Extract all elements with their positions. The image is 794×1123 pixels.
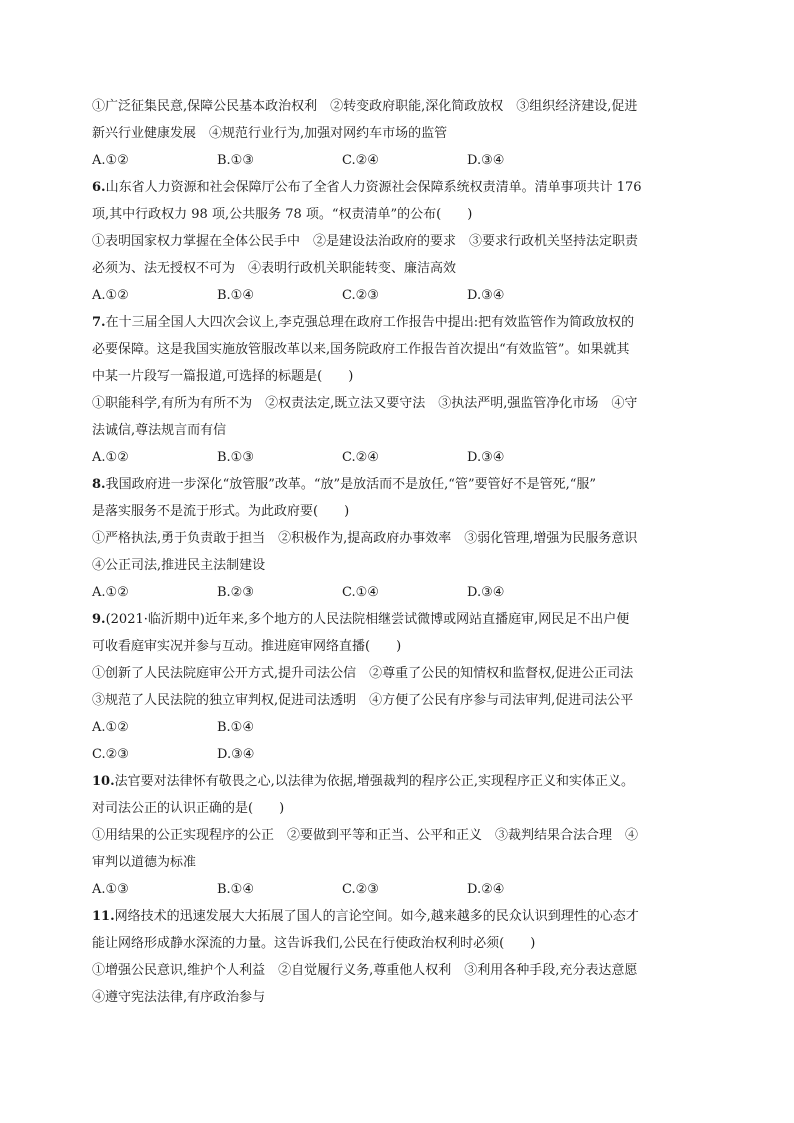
option-c: C.①④ — [342, 585, 379, 600]
question-stem-line: 对司法公正的认识正确的是( ) — [92, 801, 285, 816]
question-stem-line: 可收看庭审实况并参与互动。推进庭审网络直播( ) — [92, 639, 402, 654]
option-d: D.③④ — [467, 288, 505, 303]
statement-line: 必须为、法无授权不可为 ④表明行政机关职能转变、廉洁高效 — [92, 261, 457, 276]
statement-line: 法诚信,尊法规言而有信 — [92, 423, 227, 438]
question-9 — [92, 606, 702, 768]
statement-line: ③规范了人民法院的独立审判权,促进司法透明 ④方便了公民有序参与司法审判,促进司法公平 — [92, 693, 634, 708]
question-stem-line — [92, 606, 702, 633]
option-d: D.②④ — [467, 882, 505, 897]
stem-text: 在十三届全国人大四次会议上,李克强总理在政府工作报告中提出:把有效监管作为简政放权的 — [105, 315, 635, 330]
question-stem-line — [92, 309, 702, 336]
question-6 — [92, 174, 702, 309]
statement-line: ①表明国家权力掌握在全体公民手中 ②是建设法治政府的要求 ③要求行政机关坚持法定职责 — [92, 234, 639, 249]
question-stem-line — [92, 471, 702, 498]
question-stem-line: 必要保障。这是我国实施放管服改革以来,国务院政府工作报告首次提出“有效监管”。如果就其 — [92, 342, 630, 357]
statement-line: ①严格执法,勇于负责敢于担当 ②积极作为,提高政府办事效率 ③弱化管理,增强为民服务意识 — [92, 531, 638, 546]
option-d: D.③④ — [467, 585, 505, 600]
option-d: D.③④ — [467, 153, 505, 168]
option-c: C.②③ — [342, 882, 379, 897]
option-c: C.②④ — [342, 153, 379, 168]
option-a: A.①② — [92, 288, 129, 303]
answer-options — [92, 444, 702, 471]
statement-line: ①创新了人民法院庭审公开方式,提升司法公信 ②尊重了公民的知情权和监督权,促进公正司法 — [92, 666, 634, 681]
answer-options — [92, 876, 702, 903]
statement-line: ④公正司法,推进民主法制建设 — [92, 558, 266, 573]
question-10 — [92, 768, 702, 903]
answer-options — [92, 282, 702, 309]
statement-line: 新兴行业健康发展 ④规范行业行为,加强对网约车市场的监管 — [92, 126, 448, 141]
option-a: A.①② — [92, 153, 129, 168]
statement-line: ①广泛征集民意,保障公民基本政治权利 ②转变政府职能,深化简政放权 ③组织经济建设,促进 — [92, 99, 638, 114]
statement-line: 审判以道德为标准 — [92, 855, 197, 870]
option-a: A.①② — [92, 720, 129, 735]
question-11 — [92, 903, 702, 1011]
stem-text: 法官要对法律怀有敬畏之心,以法律为依据,增强裁判的程序公正,实现程序正义和实体正义。 — [114, 774, 635, 789]
question-stem-line: 中某一片段写一篇报道,可选择的标题是( ) — [92, 369, 354, 384]
question-stem-line — [92, 903, 702, 930]
statement-line: ④遵守宪法法律,有序政治参与 — [92, 990, 266, 1005]
question-number: 7. — [92, 315, 106, 330]
stem-text: 网络技术的迅速发展大大拓展了国人的言论空间。如今,越来越多的民众认识到理性的心态才 — [114, 909, 639, 924]
question-number: 8. — [92, 477, 106, 492]
option-d: D.③④ — [217, 747, 255, 762]
option-b: B.②③ — [217, 585, 254, 600]
statement-line: ①增强公民意识,维护个人利益 ②自觉履行义务,尊重他人权利 ③利用各种手段,充分表达意愿 — [92, 963, 638, 978]
answer-options — [92, 147, 702, 174]
option-d: D.③④ — [467, 450, 505, 465]
question-7 — [92, 309, 702, 471]
option-c: C.②③ — [342, 288, 379, 303]
option-a: A.①② — [92, 585, 129, 600]
question-number: 6. — [92, 180, 106, 195]
option-b: B.①④ — [217, 882, 254, 897]
option-b: B.①④ — [217, 288, 254, 303]
option-c: C.②④ — [342, 450, 379, 465]
question-number: 10. — [92, 774, 115, 789]
option-b: B.①③ — [217, 153, 254, 168]
statement-line: ①职能科学,有所为有所不为 ②权责法定,既立法又要守法 ③执法严明,强监管净化市场 ④守 — [92, 396, 638, 411]
stem-text: (2021·临沂期中)近年来,多个地方的人民法院相继尝试微博或网站直播庭审,网民足不出户便 — [105, 612, 630, 627]
question-number: 11. — [92, 909, 115, 924]
answer-options — [92, 714, 702, 741]
statement-line: ①用结果的公正实现程序的公正 ②要做到平等和正当、公平和正义 ③裁判结果合法合理 ④ — [92, 828, 639, 843]
question-stem-line: 是落实服务不是流于形式。为此政府要( ) — [92, 504, 350, 519]
stem-text: 山东省人力资源和社会保障厅公布了全省人力资源社会保障系统权责清单。清单事项共计 176 — [105, 180, 642, 195]
option-b: B.①③ — [217, 450, 254, 465]
question-list — [92, 93, 702, 1011]
question-number: 9. — [92, 612, 106, 627]
question-stem-line — [92, 768, 702, 795]
question-stem-line: 项,其中行政权力 98 项,公共服务 78 项。“权责清单”的公布( ) — [92, 207, 473, 222]
question-stem-line: 能让网络形成静水深流的力量。这告诉我们,公民在行使政治权利时必须( ) — [92, 936, 536, 951]
option-a: A.①③ — [92, 882, 129, 897]
option-a: A.①② — [92, 450, 129, 465]
option-c: C.②③ — [92, 747, 129, 762]
answer-options — [92, 741, 702, 768]
question-stem-line — [92, 174, 702, 201]
option-b: B.①④ — [217, 720, 254, 735]
answer-options — [92, 579, 702, 606]
stem-text: 我国政府进一步深化“放管服”改革。“放”是放活而不是放任,“管”要管好不是管死,“服” — [105, 477, 597, 492]
question-5-tail — [92, 93, 702, 174]
question-8 — [92, 471, 702, 606]
